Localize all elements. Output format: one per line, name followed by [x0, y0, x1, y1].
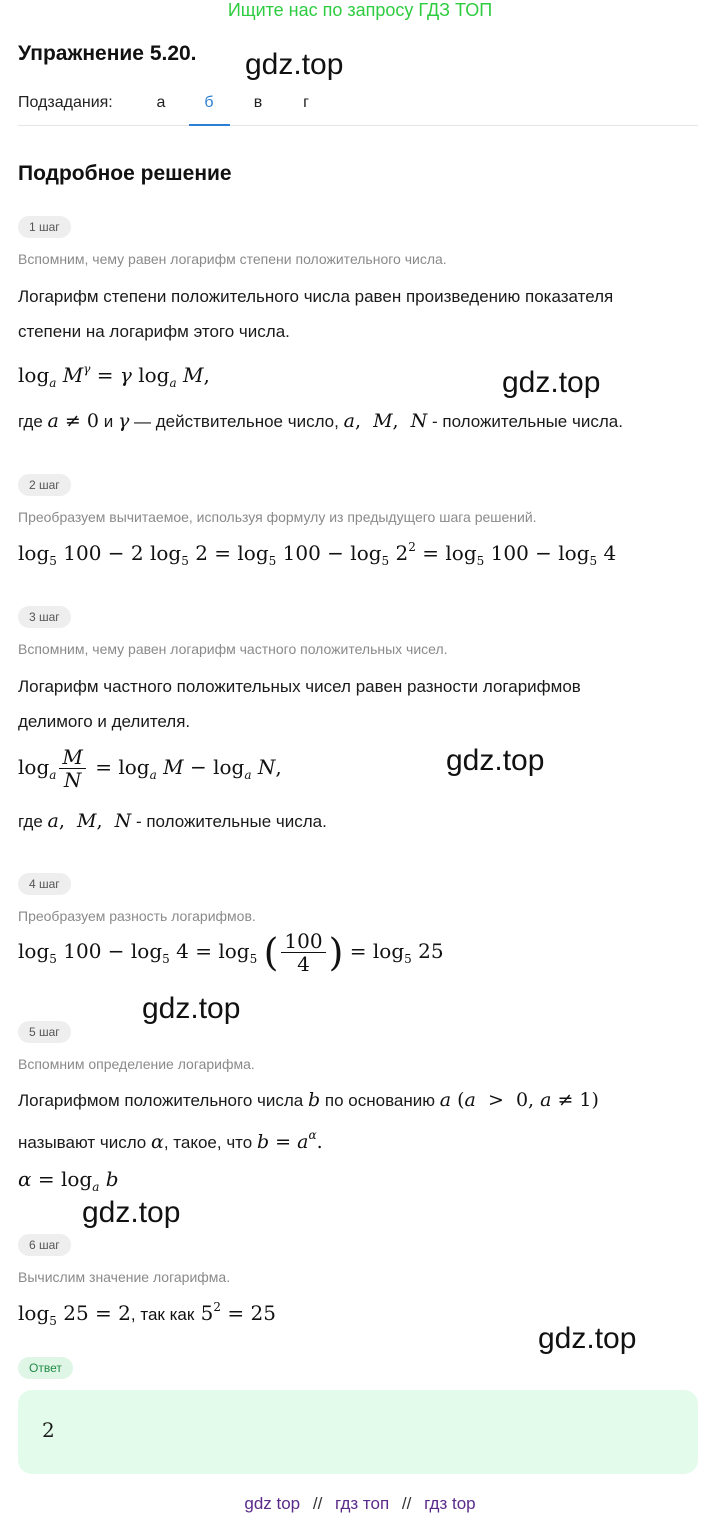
answer-box: [18, 1390, 698, 1474]
footer-links: [0, 1494, 720, 1514]
watermark: gdz.top: [538, 1322, 637, 1355]
watermark: gdz.top: [446, 744, 545, 777]
formula-step4: $\log_5 100 - \log_5 4 = \log_5$ ( $\frac{100}{4}$ ) = $\log_5 25$: [18, 929, 444, 976]
step-badge: 6 шаг: [18, 1234, 71, 1256]
footer-separator: //: [312, 1494, 323, 1513]
footer-link[interactable]: гдз топ: [335, 1494, 390, 1513]
formula-step2: $\log_5 100 - 2$ $\log_5 2 = \log_5 100 - \log_5 2^2 = \log_5 100 - \log_5 4$: [18, 540, 617, 568]
footer-link[interactable]: гдз top: [424, 1494, 476, 1513]
answer-value: 2: [42, 1418, 55, 1442]
step-hint: Вспомним, чему равен логарифм частного положительных чисел.: [18, 641, 448, 657]
step-badge: 1 шаг: [18, 216, 71, 238]
step-badge: 3 шаг: [18, 606, 71, 628]
step-hint: Преобразуем вычитаемое, используя формулу из предыдущего шага решений.: [18, 509, 537, 525]
step-where: где a, M, N - положительные числа.: [18, 810, 327, 832]
tabs-divider: [18, 125, 698, 126]
step-text-line: называют число α, такое, что $b = a^\alpha$.: [18, 1128, 323, 1153]
step-text-line: Логарифм степени положительного числа равен произведению показателя: [18, 287, 614, 306]
step-where: где a ≠ 0 и γ — действительное число, a, M, N - положительные числа.: [18, 410, 623, 432]
step-text-line: Логарифм частного положительных чисел равен разности логарифмов: [18, 677, 581, 696]
watermark: gdz.top: [502, 366, 601, 399]
step-text-line: степени на логарифм этого числа.: [18, 322, 290, 341]
watermark: gdz.top: [82, 1196, 181, 1229]
step-badge: 2 шаг: [18, 474, 71, 496]
step-badge: 4 шаг: [18, 873, 71, 895]
step-badge: 5 шаг: [18, 1021, 71, 1043]
formula-log-definition: $\alpha = \log_a b$: [18, 1167, 119, 1194]
tab-g[interactable]: г: [303, 94, 309, 111]
footer-link[interactable]: gdz top: [244, 1494, 301, 1513]
active-tab-indicator: [189, 124, 230, 126]
watermark: gdz.top: [142, 992, 241, 1025]
formula-log-quotient: $\log_a$ $\frac{M}{N}$ = $\log_a M - \log_a N$,: [18, 745, 282, 792]
watermark: gdz.top: [245, 48, 344, 81]
tab-a[interactable]: а: [156, 94, 166, 111]
step-hint: Вспомним, чему равен логарифм степени положительного числа.: [18, 251, 447, 267]
step-hint: Вспомним определение логарифма.: [18, 1056, 255, 1072]
tab-b[interactable]: б: [204, 94, 214, 111]
step-text: [18, 1083, 698, 1160]
promo-banner: Ищите нас по запросу ГДЗ ТОП: [227, 0, 493, 20]
formula-step6: $\log_5 25 = 2$, так как $5^2 = 25$: [18, 1300, 276, 1328]
step-text: [18, 669, 698, 739]
step-text: [18, 279, 698, 349]
step-hint: Преобразуем разность логарифмов.: [18, 908, 256, 924]
tab-v[interactable]: в: [253, 94, 263, 111]
section-title: Подробное решение: [18, 162, 232, 185]
exercise-title: Упражнение 5.20.: [18, 42, 197, 65]
formula-log-power: $\log_a M^\gamma = \gamma$ $\log_a M$,: [18, 362, 210, 390]
subtasks-label: Подзадания:: [18, 94, 113, 111]
step-hint: Вычислим значение логарифма.: [18, 1269, 231, 1285]
step-text-line: делимого и делителя.: [18, 712, 191, 731]
footer-separator: //: [401, 1494, 412, 1513]
answer-badge: Ответ: [18, 1357, 73, 1379]
step-text-line: Логарифмом положительного числа b по основанию a (a > 0, a ≠ 1): [18, 1089, 599, 1111]
